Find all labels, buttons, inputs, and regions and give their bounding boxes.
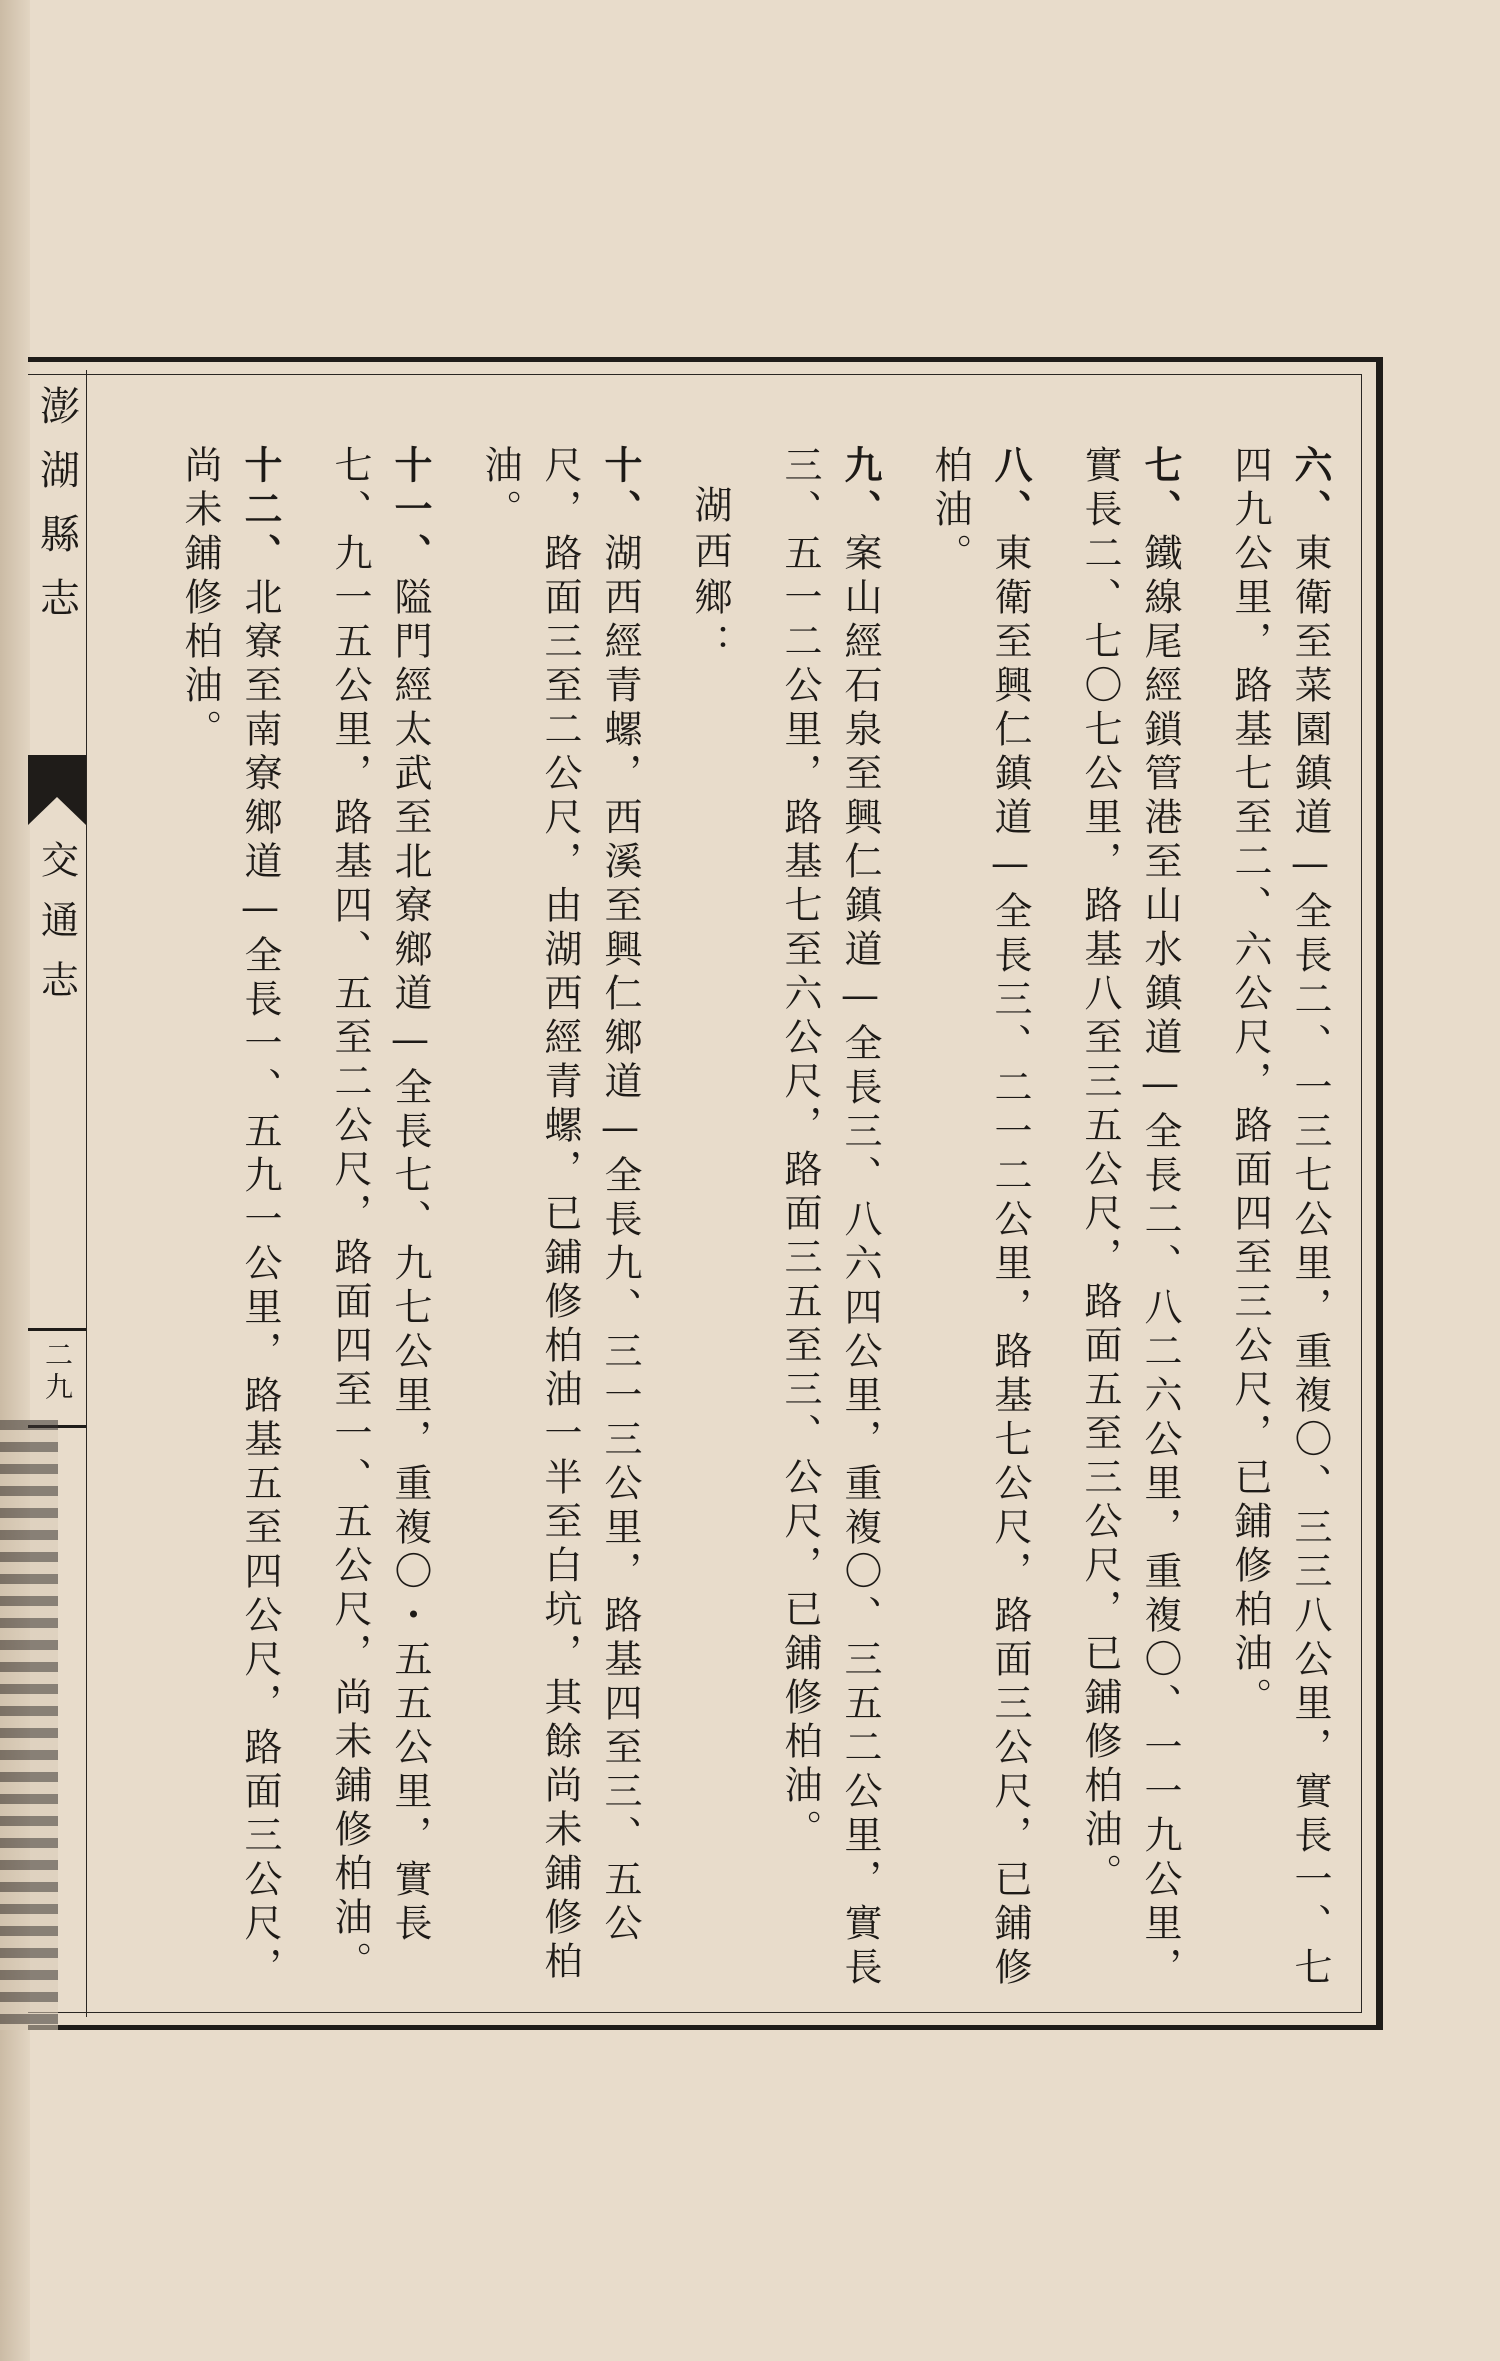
section-heading: 湖西鄉： [688, 485, 732, 669]
entry-number: 十一、 [388, 445, 433, 577]
entry-text: 案山經石泉至興仁鎮道—全長三、八六四公里，重複〇、三五二公里，實長三、五一二公里，路基七至六公尺，路面三五至三、公尺，已鋪修柏油。 [778, 445, 882, 1991]
entry-7 [1070, 445, 1190, 2005]
book-title: 澎湖縣志 [33, 385, 80, 641]
entry-text: 東衛至菜園鎮道—全長二、一三七公里，重複〇、三三八公里，實長一、七四九公里，路基七至二、六公尺，路面四至三公尺，已鋪修柏油。 [1228, 445, 1332, 1991]
section-title: 交通志 [34, 840, 79, 1020]
publisher-seal-strip [0, 1420, 58, 2030]
entry-9 [770, 445, 890, 2005]
page-number: 二九 [41, 1340, 74, 1404]
entry-text: 北寮至南寮鄉道—全長一、五九一公里，路基五至四公尺，路面三公尺，尚未鋪修柏油。 [178, 445, 282, 1991]
body-text [140, 445, 1340, 2005]
entry-11 [320, 445, 440, 2005]
entry-text: 湖西經青螺，西溪至興仁鄉道—全長九、三一三公里，路基四至三、五公尺，路面三至二公尺，由湖西經青螺，已鋪修柏油一半至白坑，其餘尚未鋪修柏油。 [478, 445, 642, 1985]
entry-12 [170, 445, 290, 2005]
entry-number: 六、 [1288, 445, 1333, 533]
entry-text: 鐵線尾經鎖管港至山水鎮道—全長二、八二六公里，重複〇、一一九公里，實長二、七〇七公里，路基八至三五公尺，路面五至三公尺，已鋪修柏油。 [1078, 445, 1182, 1991]
entry-number: 八、 [988, 445, 1033, 533]
entry-number: 十二、 [238, 445, 283, 577]
entry-10 [470, 445, 650, 2005]
entry-8 [920, 445, 1040, 2005]
entry-number: 七、 [1138, 445, 1183, 533]
entry-number: 十、 [598, 445, 643, 533]
banner-divider [86, 370, 87, 2017]
page-number-rule-top [28, 1328, 86, 1331]
entry-text: 東衛至興仁鎮道—全長三、二一二公里，路基七公尺，路面三公尺，已鋪修柏油。 [928, 445, 1032, 1991]
entry-number: 九、 [838, 445, 883, 533]
entry-text: 隘門經太武至北寮鄉道—全長七、九七公里，重複〇・五五公里，實長七、九一五公里，路基四、五至二公尺，路面四至一、五公尺，尚未鋪修柏油。 [328, 445, 432, 1985]
entry-6 [1220, 445, 1340, 2005]
